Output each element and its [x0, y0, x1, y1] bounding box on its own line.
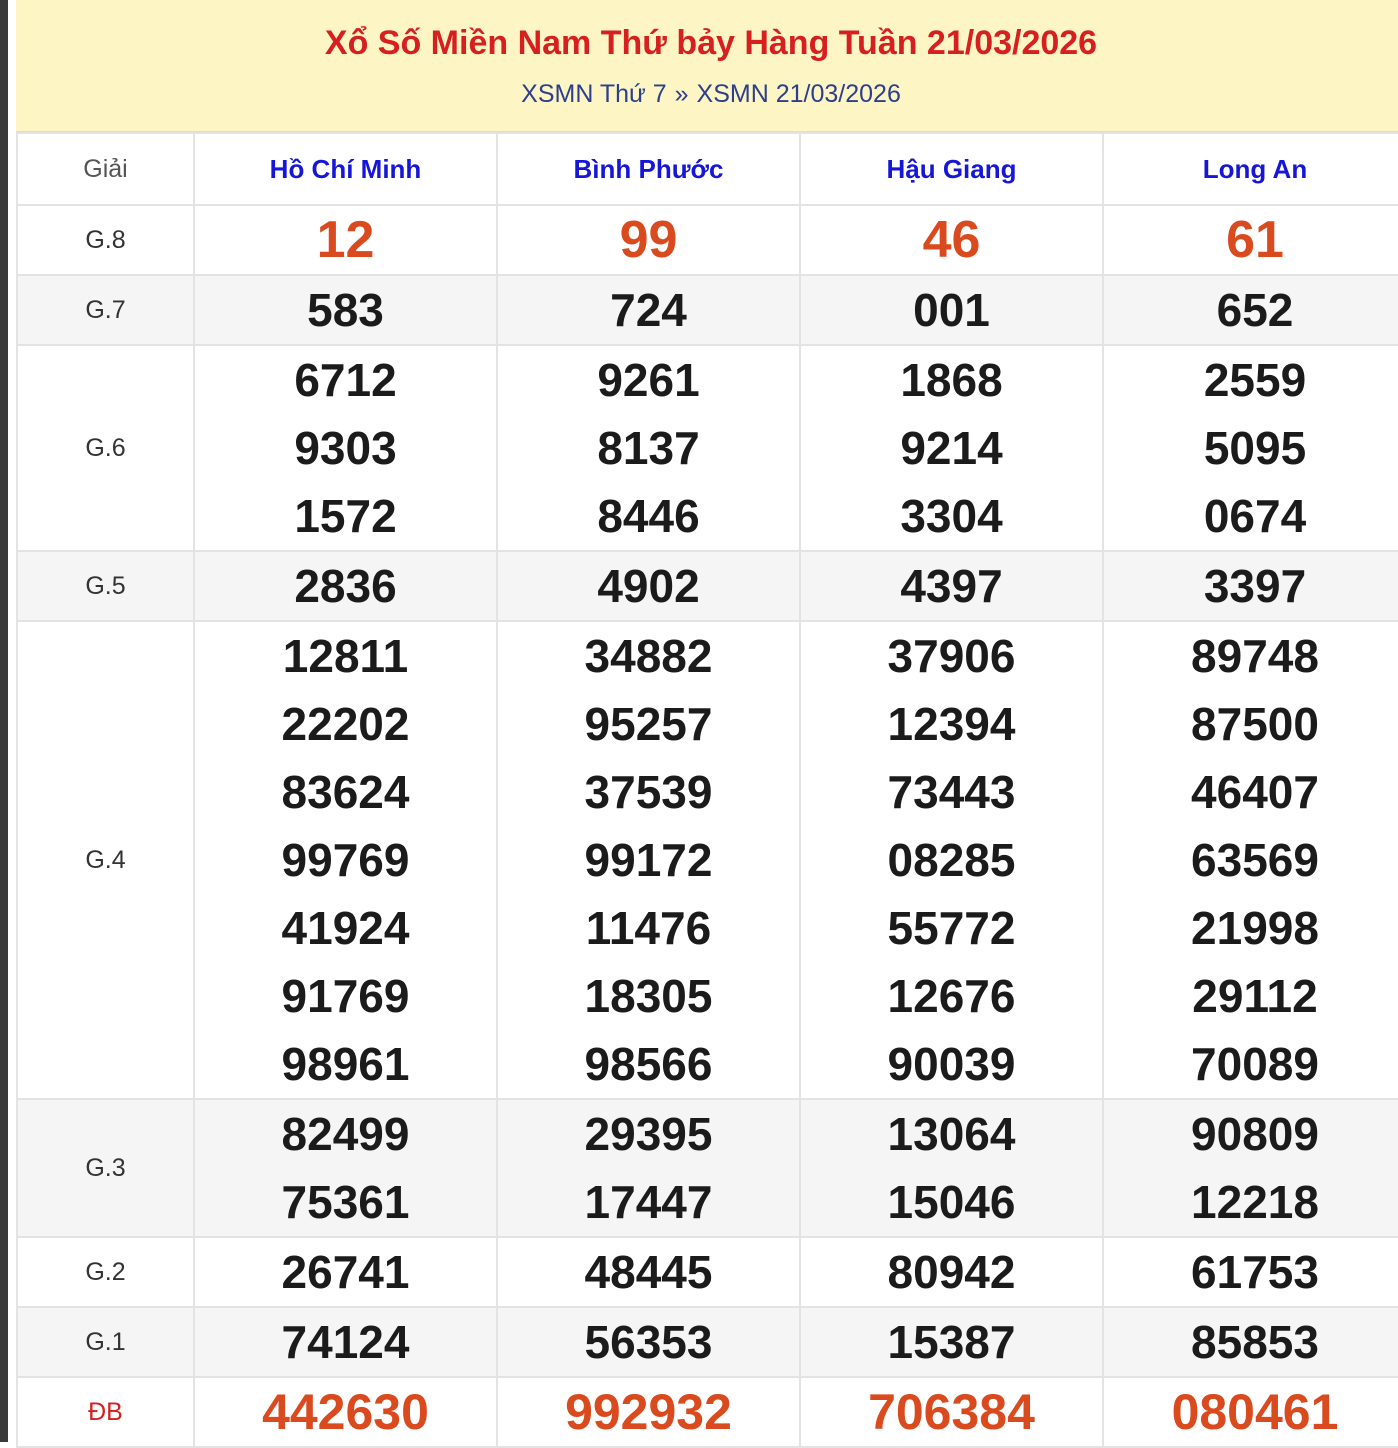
result-number: 11476: [585, 902, 712, 954]
result-number: 22202: [281, 698, 410, 750]
result-cell: [800, 275, 1103, 345]
result-number: 4902: [597, 560, 700, 612]
result-number: 80942: [887, 1246, 1016, 1298]
result-number: 73443: [887, 766, 1016, 818]
result-number: 15046: [887, 1176, 1016, 1228]
result-cell: [194, 1099, 497, 1237]
result-number: 99769: [281, 834, 410, 886]
result-cell: [497, 1377, 800, 1447]
breadcrumb-link-weekday[interactable]: XSMN Thứ 7: [521, 80, 667, 108]
prize-label: G.2: [17, 1237, 194, 1307]
result-number: 41924: [281, 902, 410, 954]
result-number: 1572: [294, 490, 397, 542]
result-cell: [497, 1307, 800, 1377]
result-cell: [800, 1099, 1103, 1237]
result-number: 61753: [1191, 1246, 1319, 1298]
prize-label: G.8: [17, 205, 194, 275]
prize-row: [17, 551, 1398, 621]
result-number: 583: [307, 284, 384, 336]
result-number: 55772: [887, 902, 1016, 954]
result-number: 63569: [1191, 834, 1319, 886]
prize-row: [17, 205, 1398, 275]
result-number: 6712: [294, 354, 397, 406]
prize-row: [17, 621, 1398, 1099]
breadcrumb-link-date[interactable]: XSMN 21/03/2026: [696, 80, 901, 108]
result-number: 85853: [1191, 1316, 1319, 1368]
province-header[interactable]: Long An: [1103, 133, 1398, 205]
result-cell: [194, 621, 497, 1099]
result-number: 706384: [868, 1384, 1035, 1440]
prize-label: ĐB: [17, 1377, 194, 1447]
result-number: 4397: [900, 560, 1003, 612]
result-cell: [1103, 1307, 1398, 1377]
result-cell: [800, 1237, 1103, 1307]
result-number: 442630: [262, 1384, 429, 1440]
result-number: 9214: [900, 422, 1003, 474]
result-number: 12394: [887, 698, 1016, 750]
result-number: 46407: [1191, 766, 1319, 818]
result-number: 9303: [294, 422, 397, 474]
result-cell: [497, 1237, 800, 1307]
result-cell: [1103, 1237, 1398, 1307]
prize-row: [17, 1099, 1398, 1237]
result-number: 12: [316, 211, 375, 269]
breadcrumb-separator: »: [674, 80, 689, 108]
result-cell: [1103, 205, 1398, 275]
result-cell: [800, 621, 1103, 1099]
result-number: 12676: [887, 970, 1016, 1022]
prize-label: G.4: [17, 621, 194, 1099]
table-header-row: [17, 133, 1398, 205]
result-number: 91769: [281, 970, 410, 1022]
result-number: 652: [1216, 284, 1294, 336]
result-number: 82499: [281, 1108, 410, 1160]
province-header[interactable]: Hậu Giang: [800, 133, 1103, 205]
result-cell: [1103, 621, 1398, 1099]
result-number: 724: [610, 284, 687, 336]
prize-row: [17, 1307, 1398, 1377]
result-number: 8137: [597, 422, 700, 474]
result-number: 001: [913, 284, 990, 336]
result-number: 56353: [584, 1316, 713, 1368]
prize-row: [17, 1377, 1398, 1447]
result-cell: [194, 1307, 497, 1377]
result-cell: [1103, 551, 1398, 621]
result-number: 26741: [281, 1246, 410, 1298]
result-number: 8446: [597, 490, 700, 542]
result-cell: [1103, 275, 1398, 345]
result-cell: [497, 205, 800, 275]
result-number: 12811: [282, 630, 409, 682]
result-number: 95257: [584, 698, 713, 750]
result-number: 08285: [887, 834, 1016, 886]
result-cell: [800, 1377, 1103, 1447]
result-number: 70089: [1191, 1038, 1319, 1090]
breadcrumb: [16, 80, 1398, 109]
result-cell: [497, 551, 800, 621]
result-number: 98566: [584, 1038, 713, 1090]
result-number: 2836: [294, 560, 397, 612]
result-number: 12218: [1191, 1176, 1319, 1228]
results-header: [16, 0, 1398, 132]
result-number: 83624: [281, 766, 410, 818]
result-number: 29112: [1192, 970, 1318, 1022]
result-number: 1868: [900, 354, 1003, 406]
result-number: 75361: [281, 1176, 410, 1228]
result-number: 2559: [1203, 354, 1307, 406]
result-number: 37539: [584, 766, 713, 818]
prize-row: [17, 275, 1398, 345]
results-table: [16, 132, 1398, 1448]
result-number: 48445: [584, 1246, 713, 1298]
result-cell: [800, 345, 1103, 551]
result-number: 37906: [887, 630, 1016, 682]
result-number: 3304: [900, 490, 1003, 542]
result-number: 3397: [1203, 560, 1307, 612]
result-number: 99: [619, 211, 678, 269]
results-body: [17, 205, 1398, 1447]
province-header[interactable]: Hồ Chí Minh: [194, 133, 497, 205]
result-number: 18305: [584, 970, 713, 1022]
result-number: 080461: [1171, 1384, 1339, 1440]
prize-row: [17, 345, 1398, 551]
result-number: 21998: [1191, 902, 1319, 954]
result-number: 61: [1226, 211, 1284, 269]
prize-column-header: Giải: [17, 133, 194, 205]
result-cell: [1103, 345, 1398, 551]
result-number: 29395: [584, 1108, 713, 1160]
result-number: 46: [922, 211, 981, 269]
result-cell: [194, 275, 497, 345]
result-number: 5095: [1203, 422, 1307, 474]
result-number: 34882: [584, 630, 713, 682]
prize-row: [17, 1237, 1398, 1307]
result-cell: [497, 345, 800, 551]
result-number: 13064: [887, 1108, 1016, 1160]
result-number: 90039: [887, 1038, 1016, 1090]
result-number: 90809: [1191, 1108, 1319, 1160]
result-number: 992932: [565, 1384, 732, 1440]
prize-label: G.6: [17, 345, 194, 551]
result-number: 99172: [584, 834, 713, 886]
result-number: 74124: [281, 1316, 410, 1368]
prize-label: G.1: [17, 1307, 194, 1377]
result-cell: [194, 205, 497, 275]
result-cell: [800, 551, 1103, 621]
result-cell: [497, 275, 800, 345]
province-header[interactable]: Bình Phước: [497, 133, 800, 205]
prize-label: G.3: [17, 1099, 194, 1237]
result-cell: [1103, 1099, 1398, 1237]
result-number: 15387: [887, 1316, 1016, 1368]
result-number: 0674: [1203, 490, 1307, 542]
result-number: 98961: [281, 1038, 410, 1090]
result-number: 87500: [1191, 698, 1319, 750]
result-cell: [497, 1099, 800, 1237]
page-title: Xổ Số Miền Nam Thứ bảy Hàng Tuần 21/03/2026: [324, 24, 1098, 62]
result-cell: [800, 205, 1103, 275]
prize-label: G.7: [17, 275, 194, 345]
result-cell: [194, 551, 497, 621]
result-number: 17447: [584, 1176, 713, 1228]
result-cell: [194, 345, 497, 551]
prize-label: G.5: [17, 551, 194, 621]
result-cell: [194, 1377, 497, 1447]
result-cell: [497, 621, 800, 1099]
result-number: 9261: [597, 354, 700, 406]
result-cell: [194, 1237, 497, 1307]
result-number: 89748: [1191, 630, 1319, 682]
result-cell: [1103, 1377, 1398, 1447]
result-cell: [800, 1307, 1103, 1377]
